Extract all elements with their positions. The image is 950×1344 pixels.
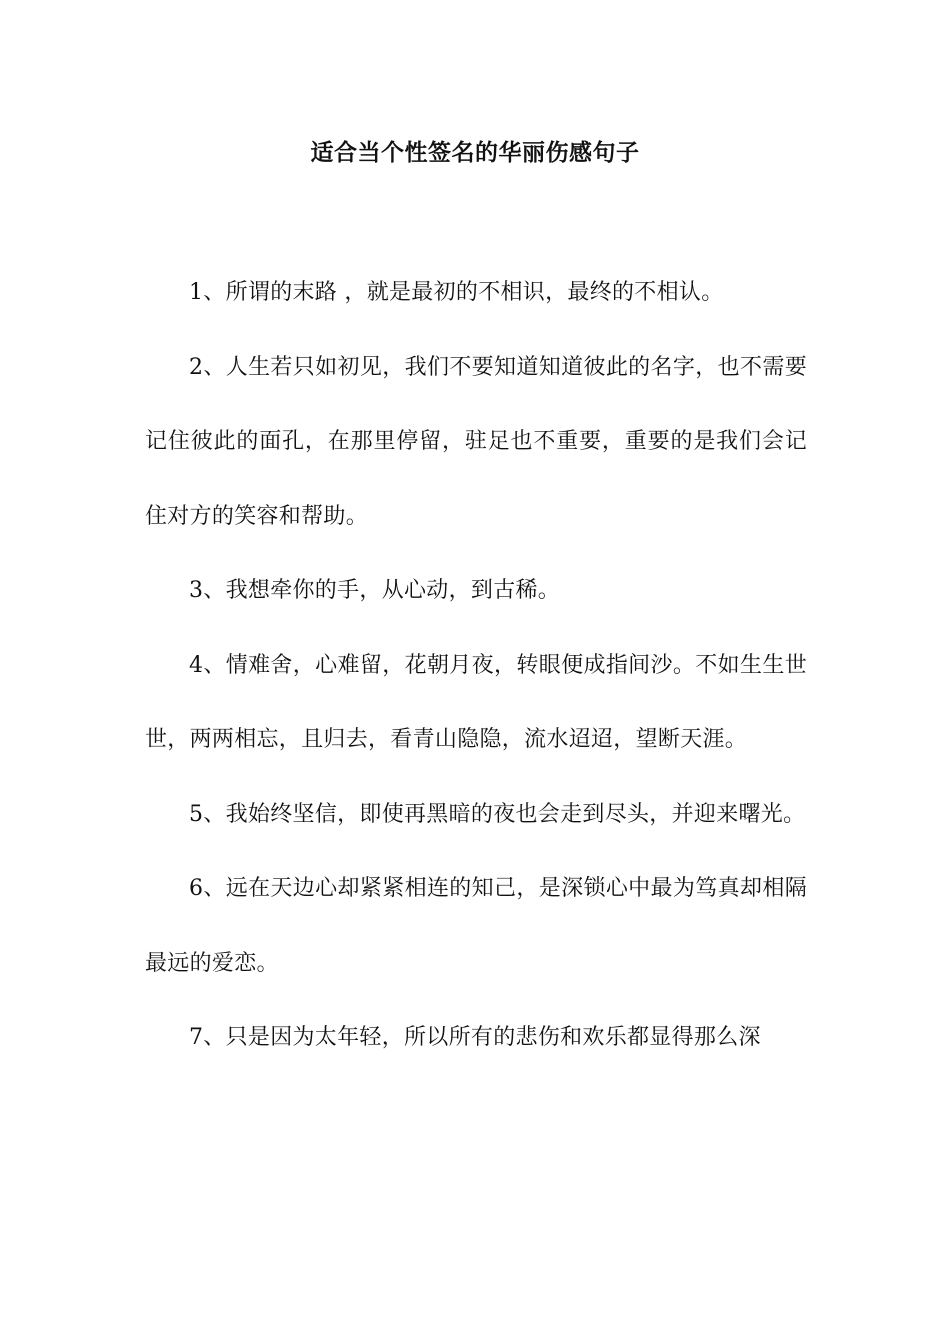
- document-title: 适合当个性签名的华丽伤感句子: [310, 140, 640, 166]
- paragraph-6: 6、远在天边心却紧紧相连的知己，是深锁心中最为笃真却相隔最远的爱恋。: [145, 876, 807, 976]
- paragraph-2: 2、人生若只如初见，我们不要知道知道彼此的名字，也不需要记住彼此的面孔，在那里停留，驻足也不重要，重要的是我们会记住对方的笑容和帮助。: [145, 354, 807, 529]
- paragraph-5: 5、我始终坚信，即使再黑暗的夜也会走到尽头，并迎来曙光。: [189, 801, 806, 827]
- paragraph-1: 1、所谓的末路 ，就是最初的不相识，最终的不相认。: [189, 280, 724, 305]
- paragraph-3: 3、我想牵你的手，从心动，到古稀。: [189, 578, 561, 603]
- paragraph-4: 4、情难舍，心难留，花朝月夜，转眼便成指间沙。不如生生世世，两两相忘，且归去，看青山隐隐，流水迢迢，望断天涯。: [145, 652, 807, 752]
- paragraph-7: 7、只是因为太年轻，所以所有的悲伤和欢乐都显得那么深: [189, 1025, 761, 1050]
- document-body: [145, 256, 807, 1076]
